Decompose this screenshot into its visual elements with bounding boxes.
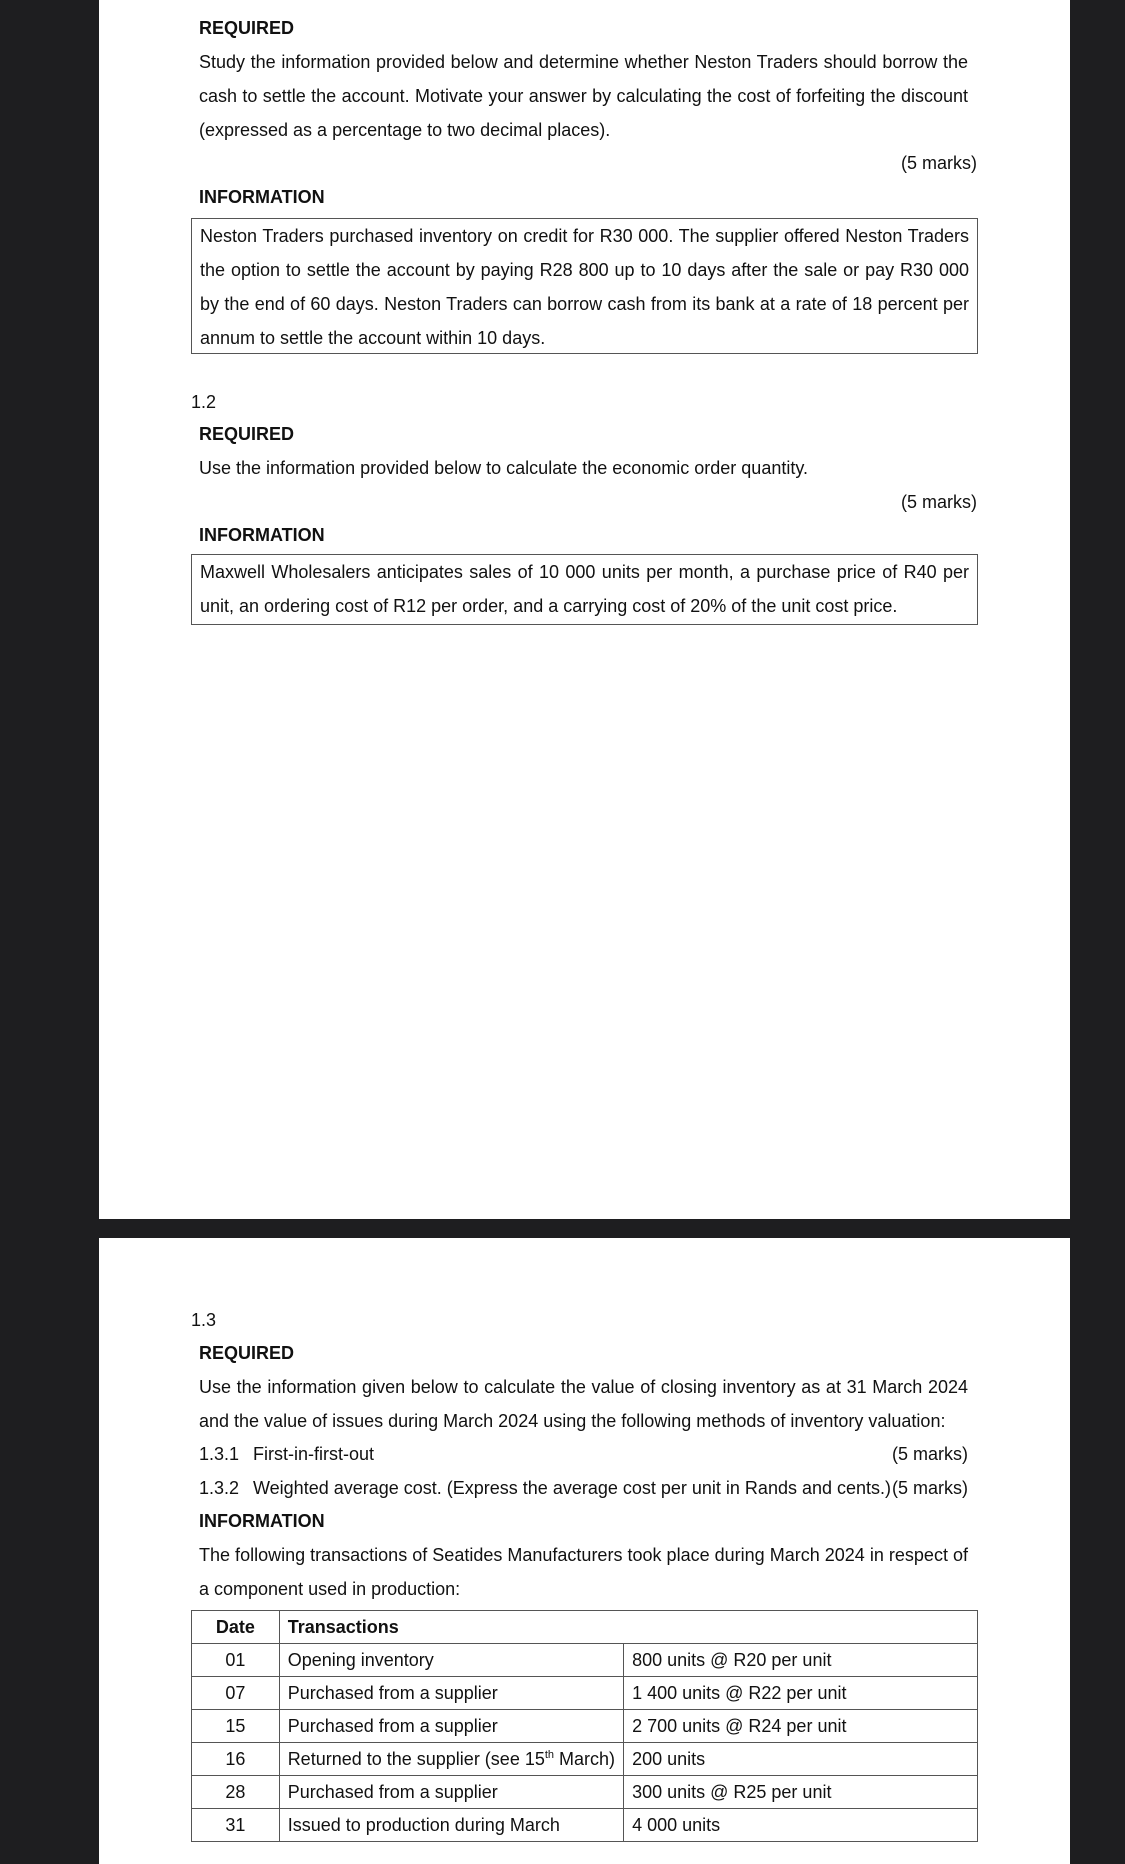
table-row (192, 1743, 978, 1776)
q1-2-required-text: Use the information provided below to calculate the economic order quantity. (199, 458, 809, 478)
q1-3-2-marks: (5 marks) (892, 1478, 968, 1498)
row-detail: 300 units @ R25 per unit (624, 1776, 978, 1809)
row-detail: 4 000 units (624, 1809, 978, 1842)
q1-3-required-heading: REQUIRED (199, 1343, 295, 1363)
q1-1-information-heading: INFORMATION (199, 187, 325, 207)
row-description: Purchased from a supplier (279, 1710, 623, 1743)
q1-3-2-number: 1.3.2 (199, 1478, 240, 1498)
row-description: Opening inventory (279, 1644, 623, 1677)
row-date: 07 (192, 1677, 280, 1710)
q1-2-information-heading: INFORMATION (199, 525, 325, 545)
table-row (192, 1776, 978, 1809)
document-page-2 (99, 1238, 1070, 1864)
table-header-row (192, 1611, 978, 1644)
table-row (192, 1809, 978, 1842)
q1-1-marks: (5 marks) (901, 153, 977, 173)
q1-3-information-text: The following transactions of Seatides Manufacturers took place during March 2024 in respect of a component used in production: (199, 1545, 968, 1599)
row-description (279, 1743, 623, 1776)
row-description: Issued to production during March (279, 1809, 623, 1842)
q1-3-number: 1.3 (191, 1310, 217, 1330)
q1-3-1-number: 1.3.1 (199, 1444, 240, 1464)
row-description-superscript: th (544, 1748, 555, 1761)
q1-1-required-text: Study the information provided below and determine whether Neston Traders should borrow the cash to settle the account. Motivate your answer by calculating the cost of forfeiting the discount (expressed as a percentage to two decimal places). (199, 52, 968, 140)
q1-2-information-box (191, 554, 978, 625)
q1-3-information-heading: INFORMATION (199, 1511, 325, 1531)
row-description-main: Returned to the supplier (see 15 (287, 1748, 545, 1769)
q1-3-1-text: First-in-first-out (253, 1444, 374, 1464)
q1-3-1-marks: (5 marks) (892, 1444, 968, 1464)
q1-2-marks: (5 marks) (901, 492, 977, 512)
row-date: 15 (192, 1710, 280, 1743)
row-date: 16 (192, 1743, 280, 1776)
row-description: Purchased from a supplier (279, 1677, 623, 1710)
header-date: Date (192, 1611, 280, 1644)
q1-1-required-heading: REQUIRED (199, 18, 295, 38)
row-detail: 2 700 units @ R24 per unit (624, 1710, 978, 1743)
table-row (192, 1710, 978, 1743)
row-date: 01 (192, 1644, 280, 1677)
q1-2-number: 1.2 (191, 392, 217, 412)
transactions-table (191, 1610, 978, 1842)
row-description: Purchased from a supplier (279, 1776, 623, 1809)
row-date: 28 (192, 1776, 280, 1809)
row-date: 31 (192, 1809, 280, 1842)
q1-2-information-text: Maxwell Wholesalers anticipates sales of 10 000 units per month, a purchase price of R40 per unit, an ordering cost of R12 per order, and a carrying cost of 20% of the unit cost price. (200, 562, 969, 616)
table-row (192, 1644, 978, 1677)
q1-3-required-text: Use the information given below to calculate the value of closing inventory as at 31 March 2024 and the value of issues during March 2024 using the following methods of inventory valuation: (199, 1377, 968, 1431)
q1-1-information-box (191, 218, 978, 354)
table-row (192, 1677, 978, 1710)
q1-2-required-heading: REQUIRED (199, 424, 295, 444)
row-detail: 200 units (624, 1743, 978, 1776)
row-detail: 1 400 units @ R22 per unit (624, 1677, 978, 1710)
header-transactions: Transactions (279, 1611, 977, 1644)
q1-1-information-text: Neston Traders purchased inventory on credit for R30 000. The supplier offered Neston Traders the option to settle the account by paying R28 800 up to 10 days after the sale or pay R30 000 by the end of 60 days. Neston Traders can borrow cash from its bank at a rate of 18 percent per annum to settle the account within 10 days. (200, 226, 969, 348)
row-description-tail: March) (554, 1748, 616, 1769)
document-page-1 (99, 0, 1070, 1219)
row-detail: 800 units @ R20 per unit (624, 1644, 978, 1677)
q1-3-2-text: Weighted average cost. (Express the average cost per unit in Rands and cents.) (253, 1478, 892, 1498)
